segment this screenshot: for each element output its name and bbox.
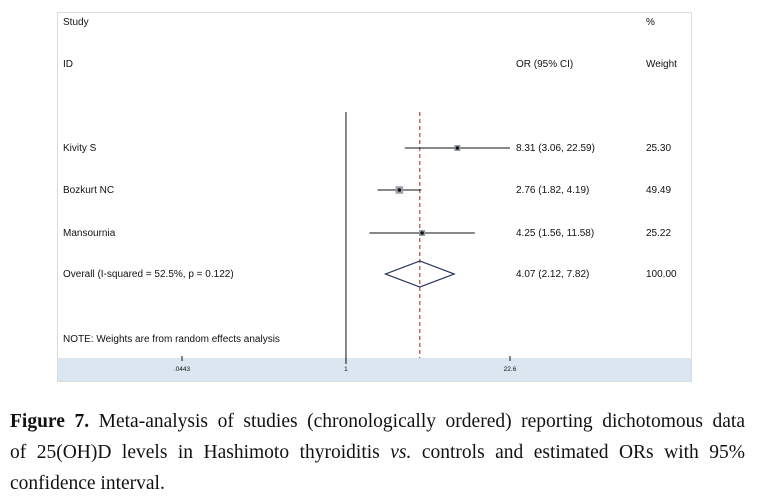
overall-or-ci: 4.07 (2.12, 7.82) [516, 269, 590, 280]
caption-line-3: confidence interval. [10, 473, 165, 494]
study-or-ci: 2.76 (1.82, 4.19) [516, 185, 590, 196]
study-name: Bozkurt NC [63, 185, 115, 196]
caption-line-1 [10, 406, 745, 437]
caption-text-2-vs: vs. [390, 442, 412, 463]
caption-text-2a: of 25(OH)D levels in Hashimoto thyroiditis [10, 442, 380, 463]
header-or-ci: OR (95% CI) [516, 59, 574, 70]
overall-weight: 100.00 [646, 269, 677, 280]
axis-tick-label: 1 [344, 366, 348, 373]
axis-band [58, 358, 691, 381]
study-or-ci: 8.31 (3.06, 22.59) [516, 143, 595, 154]
header-percent: % [646, 17, 655, 28]
header-id: ID [63, 59, 73, 70]
caption-line-2 [10, 437, 745, 468]
forest-plot [57, 12, 692, 382]
study-point [398, 188, 402, 192]
weights-note: NOTE: Weights are from random effects analysis [63, 334, 280, 345]
study-name: Mansournia [63, 228, 116, 239]
study-or-ci: 4.25 (1.56, 11.58) [516, 228, 595, 239]
study-weight: 25.22 [646, 228, 672, 239]
study-name: Kivity S [63, 143, 97, 154]
study-point [456, 146, 460, 150]
header-weight: Weight [646, 59, 677, 70]
study-weight: 25.30 [646, 143, 672, 154]
axis-tick-label: 22.6 [503, 366, 517, 373]
header-study: Study [63, 17, 89, 28]
overall-label: Overall (I-squared = 52.5%, p = 0.122) [63, 269, 234, 280]
caption-text-1: Meta-analysis of studies (chronologically ordered) reporting dichotomous data [98, 411, 745, 432]
figure-caption [10, 406, 745, 499]
caption-text-2b: controls and estimated ORs with 95% [421, 442, 746, 463]
study-weight: 49.49 [646, 185, 672, 196]
caption-figure-label: Figure 7. [10, 411, 90, 432]
axis-tick-label: .0443 [173, 366, 191, 373]
study-point [420, 231, 424, 235]
